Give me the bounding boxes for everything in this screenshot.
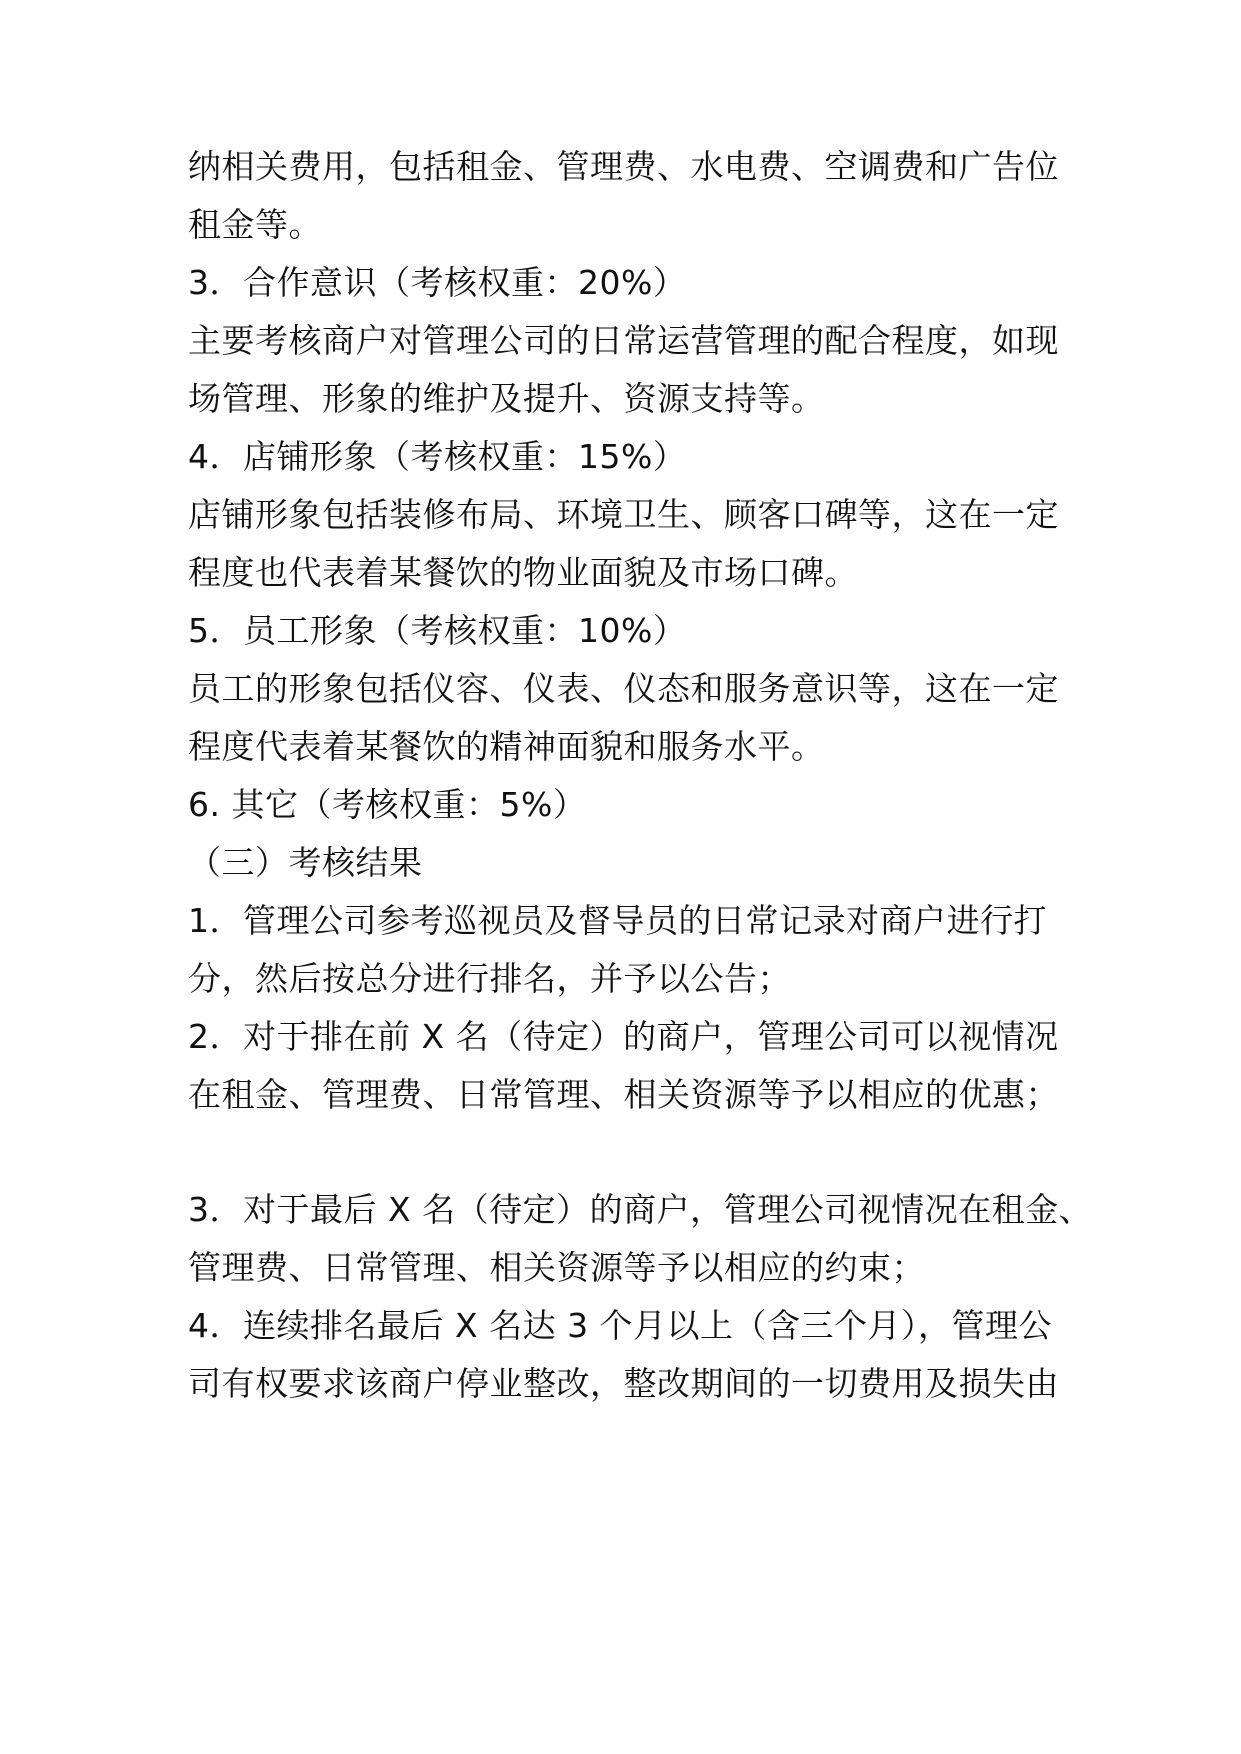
- section-heading: 5．员工形象（考核权重：10%）: [188, 611, 687, 650]
- paragraph-line: 纳相关费用，包括租金、管理费、水电费、空调费和广告位: [188, 147, 1059, 186]
- section-heading: 6. 其它（考核权重：5%）: [188, 785, 587, 824]
- paragraph-line: 程度也代表着某餐饮的物业面貌及市场口碑。: [188, 553, 858, 592]
- section-heading: 4．店铺形象（考核权重：15%）: [188, 437, 687, 476]
- paragraph-line: 店铺形象包括装修布局、环境卫生、顾客口碑等，这在一定: [188, 495, 1059, 534]
- paragraph-line: 主要考核商户对管理公司的日常运营管理的配合程度，如现: [188, 321, 1059, 360]
- paragraph-line: 场管理、形象的维护及提升、资源支持等。: [188, 379, 825, 418]
- paragraph-line: 租金等。: [188, 205, 322, 244]
- section-heading: 3．合作意识（考核权重：20%）: [188, 263, 687, 302]
- list-item-continuation: 司有权要求该商户停业整改，整改期间的一切费用及损失由: [188, 1364, 1059, 1403]
- list-item: 1．管理公司参考巡视员及督导员的日常记录对商户进行打: [188, 901, 1047, 940]
- list-item-continuation: 分，然后按总分进行排名，并予以公告；: [188, 959, 791, 998]
- list-item-continuation: 管理费、日常管理、相关资源等予以相应的约束；: [188, 1248, 925, 1287]
- paragraph-line: 员工的形象包括仪容、仪表、仪态和服务意识等，这在一定: [188, 669, 1059, 708]
- list-item: 3．对于最后 X 名（待定）的商户，管理公司视情况在租金、: [188, 1190, 1093, 1229]
- list-item: 2．对于排在前 X 名（待定）的商户，管理公司可以视情况: [188, 1017, 1059, 1056]
- paragraph-line: 程度代表着某餐饮的精神面貌和服务水平。: [188, 727, 825, 766]
- list-item-continuation: 在租金、管理费、日常管理、相关资源等予以相应的优惠；: [188, 1075, 1059, 1114]
- subsection-heading: （三）考核结果: [188, 843, 423, 882]
- list-item: 4．连续排名最后 X 名达 3 个月以上（含三个月），管理公: [188, 1306, 1053, 1345]
